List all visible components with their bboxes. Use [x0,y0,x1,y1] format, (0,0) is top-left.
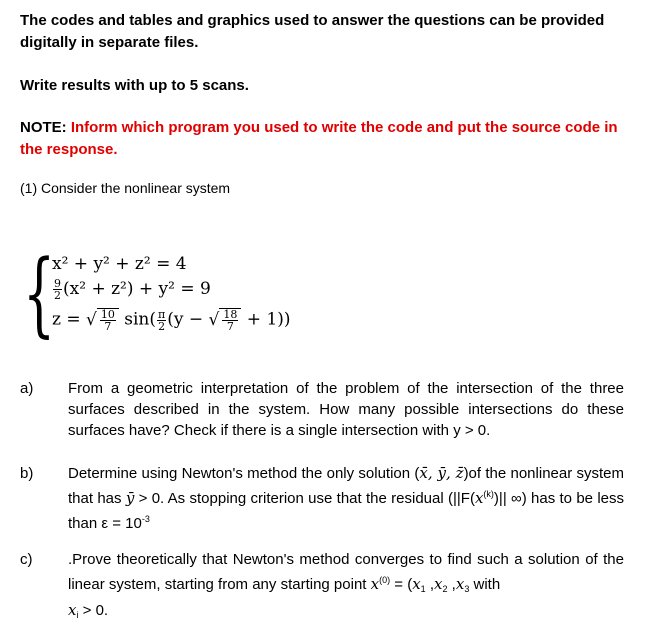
question-1-title: (1) Consider the nonlinear system [20,180,231,196]
item-c [20,549,624,626]
item-a [20,378,624,441]
item-a-label: a) [20,380,34,397]
equation-2: $\frac{9}{2}$ (x² + z²) + y² = 9 [54,277,211,302]
note-text: Inform which program you used to write the code and put the source code in the response. [20,119,618,158]
equation-system [20,240,380,350]
sqrt-term-1: √ $\frac{10}{7}$ [86,308,119,332]
pi-fraction: $\frac{\pi}{2}$ [158,307,166,333]
item-c-text: .Prove theoretically that Newton's method converges to find such a solution of the linear system, starting from any starting point $x^{(0)} = (x_1$ $,x_2$ $,x_3$ with $x_i > 0$. [68,551,624,620]
instructions-scans: Write results with up to 5 scans. [20,77,249,94]
equation-3: z = √ $\frac{10}{7}$ sin( $\frac{\pi}{2}$ (y − √ $\frac{18}{7}$ + 1)) [52,307,291,333]
equation-2-fraction: $\frac{9}{2}$ [54,277,61,302]
note-label: NOTE: [20,119,67,136]
sqrt-term-2: √ $\frac{18}{7}$ [209,308,242,332]
equation-1: x² + y² + z² = 4 [52,254,187,274]
note-paragraph [20,117,624,161]
item-b-label: b) [20,465,34,482]
item-b [20,463,624,534]
instructions-files: The codes and tables and graphics used to answer the questions can be provided digitally in separate files. [20,12,605,51]
item-b-text: Determine using Newton's method the only solution (x̄, ȳ, z̄)of the nonlinear system that has ȳ > 0. As stopping criterion use that the residual ($||F(x^{(k)})||$ ∞) has to be less than $\varepsilon = 10^{-3}$ [68,464,625,532]
left-brace-icon: { [23,240,56,347]
item-c-label: c) [20,551,33,568]
item-a-text: From a geometric interpretation of the problem of the intersection of the three surfaces described in the system. How many possible intersections do these surfaces have? Check if there is a single intersection with y > 0. [68,380,624,439]
